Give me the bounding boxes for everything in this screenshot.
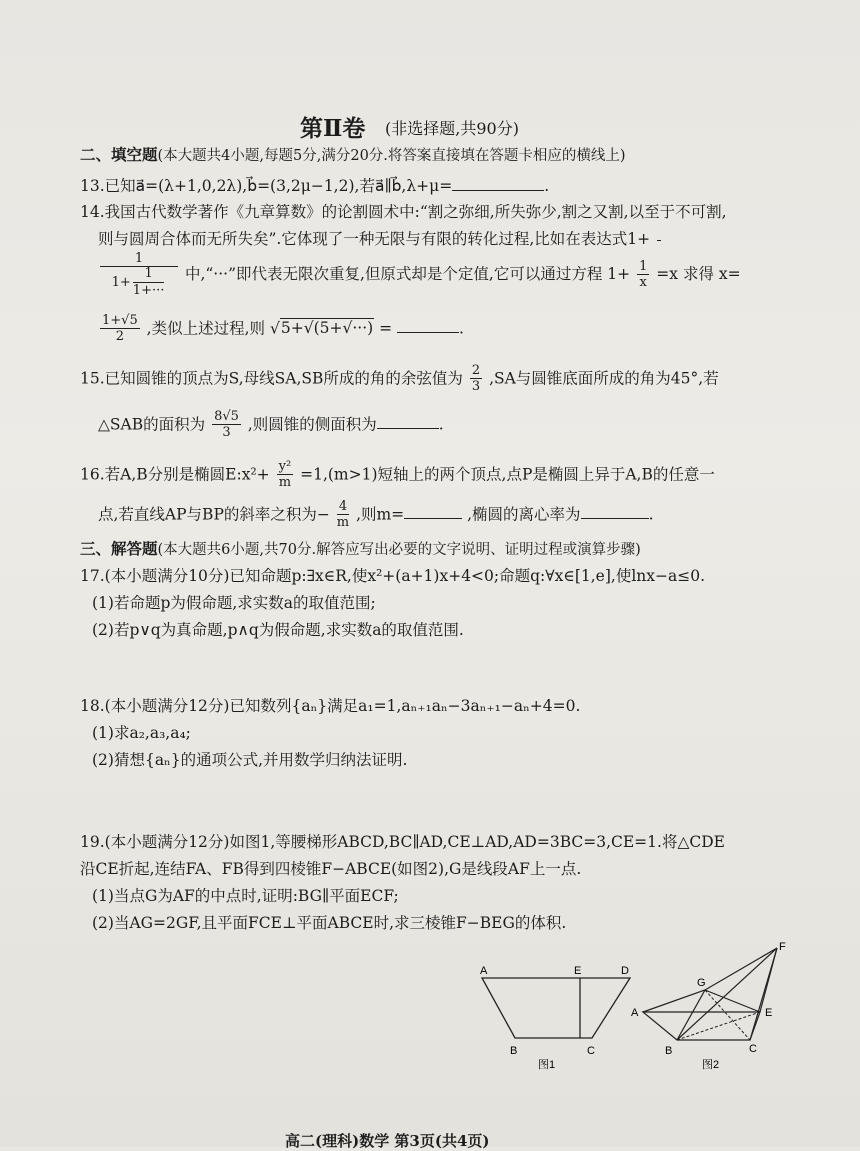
question-13: 13.已知a⃗=(λ+1,0,2λ),b⃗=(3,2μ−1,2),若a⃗∥b⃗,λ+μ= . (80, 177, 550, 195)
question-17-part1: (1)若命题p为假命题,求实数a的取值范围; (92, 594, 376, 612)
answer-blank-16a[interactable] (404, 504, 462, 519)
question-15-line1: 15.已知圆锥的顶点为S,母线SA,SB所成的角的余弦值为 $\frac{2}{3}$ ,SA与圆锥底面所成的角为45°,若 (80, 363, 719, 395)
question-18: 18.(本小题满分12分)已知数列{aₙ}满足a₁=1,aₙ₊₁aₙ−3aₙ₊₁−aₙ+4=0. (80, 697, 581, 715)
question-14-line4: $\frac{1+√5}{2}$ ,类似上述过程,则 √5+√(5+√···) = . (102, 313, 464, 345)
section-solve-heading: 三、解答题(本大题共6小题,共70分.解答应写出必要的文字说明、证明过程或演算步骤) (80, 539, 641, 558)
label-C: C (587, 1045, 595, 1057)
question-17-part2: (2)若p∨q为真命题,p∧q为假命题,求实数a的取值范围. (92, 621, 464, 639)
label-G: G (697, 977, 706, 989)
question-18-part2: (2)猜想{aₙ}的通项公式,并用数学归纳法证明. (92, 751, 408, 769)
figure-trapezoid (470, 960, 645, 1075)
question-16-line2: 点,若直线AP与BP的斜率之积为− $\frac{4}{m}$ ,则m= ,椭圆的离心率为 . (98, 499, 654, 531)
label-A2: A (631, 1007, 639, 1019)
question-19-line1: 19.(本小题满分12分)如图1,等腰梯形ABCD,BC∥AD,CE⊥AD,AD=3BC=3,CE=1.将△CDE (80, 833, 725, 851)
label-B: B (510, 1045, 518, 1057)
question-16-line1: 16.若A,B分别是椭圆E:x²+ $\frac{\text{y²}}{m}$ =1,(m>1)短轴上的两个顶点,点P是椭圆上异于A,B的任意一 (80, 459, 715, 491)
question-19-part2: (2)当AG=2GF,且平面FCE⊥平面ABCE时,求三棱锥F−BEG的体积. (92, 914, 567, 932)
page-footer: 高二(理科)数学 第3页(共4页) (285, 1132, 490, 1150)
label-E2: E (765, 1007, 773, 1019)
label-E: E (574, 965, 582, 977)
question-14-line1: 14.我国古代数学著作《九章算数》的论割圆术中:“割之弥细,所失弥少,割之又割,以至于不可割, (80, 203, 727, 221)
part-subtitle: (非选择题,共90分) (385, 119, 519, 138)
figure-1-caption: 图1 (538, 1059, 556, 1071)
figure-pyramid (625, 940, 795, 1075)
question-15-line2: △SAB的面积为 $\frac{8√5}{3}$ ,则圆锥的侧面积为 . (98, 409, 444, 441)
answer-blank-14[interactable] (397, 318, 459, 333)
section-fill-heading: 二、填空题(本大题共4小题,每题5分,满分20分.将答案直接填在答题卡相应的横线上) (80, 145, 626, 164)
label-B2: B (665, 1045, 673, 1057)
label-D: D (621, 965, 629, 977)
question-19-part1: (1)当点G为AF的中点时,证明:BG∥平面ECF; (92, 887, 399, 905)
question-18-part1: (1)求a₂,a₃,a₄; (92, 724, 191, 742)
question-19-line2: 沿CE折起,连结FA、FB得到四棱锥F−ABCE(如图2),G是线段AF上一点. (80, 860, 582, 878)
label-A: A (480, 965, 488, 977)
figure-2-caption: 图2 (702, 1059, 720, 1071)
label-C2: C (749, 1043, 757, 1055)
answer-blank-15[interactable] (377, 414, 439, 429)
question-14-line3: 1 1+ $\frac{1}{1+\cdot\cdot\cdot}$ 中,“···”即代表无限次重复,但原式却是个定值,它可以通过方程 1+ $\frac{1}{x}$ =x 求得 x= (98, 252, 741, 298)
answer-blank-16b[interactable] (581, 504, 649, 519)
question-17: 17.(本小题满分10分)已知命题p:∃x∈R,使x²+(a+1)x+4<0;命题q:∀x∈[1,e],使lnx−a≤0. (80, 567, 706, 585)
answer-blank-13[interactable] (452, 176, 544, 191)
label-F: F (779, 941, 786, 953)
question-14-line2: 则与圆周合体而无所失矣”.它体现了一种无限与有限的转化过程,比如在表达式1+ (98, 230, 663, 249)
part-title: 第Ⅱ卷 (300, 115, 366, 142)
